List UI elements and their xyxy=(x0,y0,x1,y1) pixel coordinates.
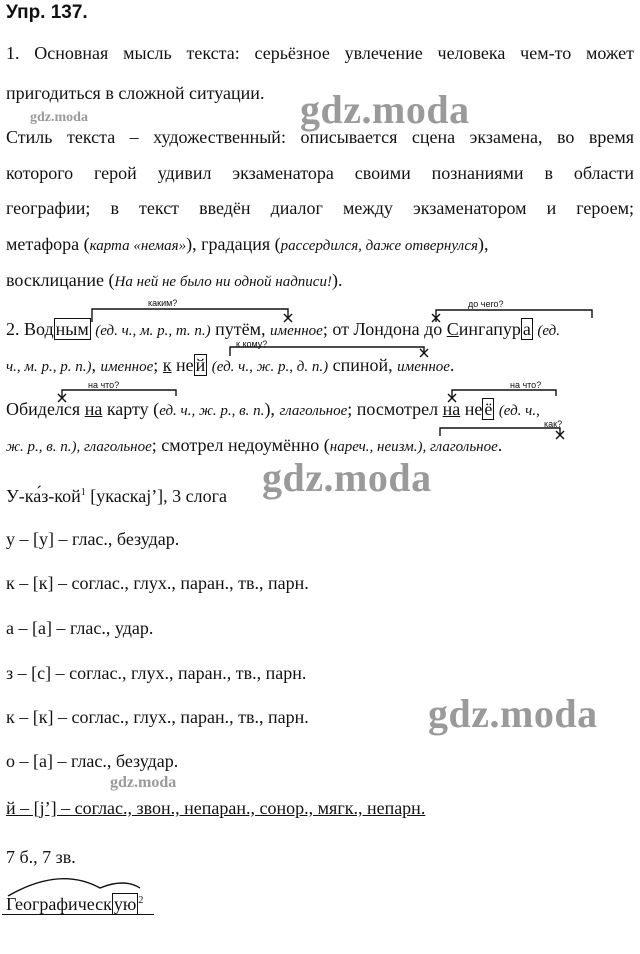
para3-line3 xyxy=(6,398,540,422)
phrase-type: именное xyxy=(397,359,450,375)
text: ). xyxy=(331,270,343,290)
example-metaphor: карта «немая» xyxy=(89,238,187,254)
phrase-type: именное xyxy=(100,359,154,375)
text: не xyxy=(171,355,194,375)
example-exclamation: На ней не было ни одной надписи! xyxy=(114,274,332,290)
text: ; xyxy=(153,355,163,375)
example-gradation: рассердился, даже отвернулся xyxy=(280,238,478,254)
preposition: на xyxy=(84,399,103,419)
text: ), xyxy=(477,234,489,254)
preposition: на xyxy=(442,399,461,419)
footnote-mark: 2 xyxy=(138,895,144,906)
para2-line1: Стиль текста – художественный: описывается сцена экзамена, во время xyxy=(6,127,634,147)
para2-line2: которого герой удивил экзаменатора своими познаниями в области xyxy=(6,163,634,183)
morph-note: (ед. ч., м. р., т. п.) xyxy=(95,323,211,339)
phonetic-header xyxy=(6,482,227,507)
question-label: на что? xyxy=(88,380,120,390)
text: ингапур xyxy=(458,319,521,339)
phonetic-row: к – [к] – соглас., глух., паран., тв., парн. xyxy=(6,573,309,593)
para3-line2 xyxy=(6,354,454,378)
transcription: [укаскаj’], 3 слога xyxy=(85,486,228,506)
text: Обиделся xyxy=(6,399,85,419)
ending-box: а xyxy=(522,319,531,339)
phonetic-row: з – [с] – соглас., глух., паран., тв., парн. xyxy=(6,663,307,683)
text: не xyxy=(460,399,483,419)
watermark: gdz.moda xyxy=(110,774,177,791)
morph-note: ж. р., в. п.), глагольное xyxy=(6,439,152,455)
phonetic-row: у – [у] – глас., безудар. xyxy=(6,529,180,549)
text: метафора ( xyxy=(6,234,90,254)
text: ; от Лондона до xyxy=(322,319,443,339)
word-analysis xyxy=(6,890,143,915)
text: . xyxy=(497,435,503,455)
para3-line1 xyxy=(6,318,560,342)
question-label: как? xyxy=(544,419,563,429)
watermark: gdz.moda xyxy=(428,691,598,736)
text: ; посмотрел xyxy=(347,399,443,419)
underlined-letter: С xyxy=(446,319,459,339)
morph-note: ч., м. р., р. п.) xyxy=(6,359,92,375)
phonetic-row: о – [а] – глас., безудар. xyxy=(6,751,179,771)
text: путём, xyxy=(215,319,266,339)
para1-line2: пригодиться в сложной ситуации. xyxy=(6,83,265,103)
text: спиной, xyxy=(328,355,398,375)
para1-line1: 1. Основная мысль текста: серьёзное увлечение человека чем-то может xyxy=(6,43,634,63)
text: карту ( xyxy=(102,399,160,419)
phrase-type: глагольное xyxy=(279,403,348,419)
base-underline xyxy=(2,914,154,915)
ending-box: й xyxy=(195,355,206,375)
text: восклицание ( xyxy=(6,270,115,290)
footnote-mark: 1 xyxy=(80,487,86,498)
morph-note: (ед. ч., xyxy=(498,403,540,419)
phonetic-row: к – [к] – соглас., глух., паран., тв., парн. xyxy=(6,707,309,727)
word-base: Географическ xyxy=(6,894,112,914)
word: У-ка́з-кой xyxy=(6,486,81,506)
ending-box: ё xyxy=(484,399,493,419)
text: ), градация ( xyxy=(186,234,281,254)
question-label: к кому? xyxy=(236,339,268,349)
phrase-type: именное xyxy=(270,323,323,339)
morph-note: ед. ч., ж. р., в. п. xyxy=(159,403,265,419)
morph-note: (ед. xyxy=(537,323,560,339)
letter-sound-count: 7 б., 7 зв. xyxy=(6,847,76,867)
question-label: на что? xyxy=(510,380,542,390)
phonetic-row: й – [j’] – соглас., звон., непаран., сонор., мягк., непарн. xyxy=(6,798,426,818)
text: , xyxy=(91,355,101,375)
ending-box: ую xyxy=(113,894,137,914)
watermark: gdz.moda xyxy=(30,110,88,125)
text: . xyxy=(449,355,455,375)
text: ; смотрел недоумённо ( xyxy=(151,435,330,455)
ending-box: ным xyxy=(55,319,89,339)
question-label: каким? xyxy=(148,298,178,308)
question-label: до чего? xyxy=(468,299,504,309)
morph-note: нареч., неизм.), глагольное xyxy=(329,439,498,455)
morph-note: (ед. ч., ж. р., д. п.) xyxy=(211,359,329,375)
phonetic-row: а – [а] – глас., удар. xyxy=(6,618,154,638)
exercise-title: Упр. 137. xyxy=(6,2,88,23)
text: ), xyxy=(264,399,280,419)
watermark: gdz.moda xyxy=(262,455,432,500)
para2-line3: географии; в текст введён диалог между экзаменатором и героем; xyxy=(6,198,634,218)
preposition: к xyxy=(162,355,172,375)
watermark: gdz.moda xyxy=(300,87,470,132)
text: 2. Вод xyxy=(6,319,54,339)
